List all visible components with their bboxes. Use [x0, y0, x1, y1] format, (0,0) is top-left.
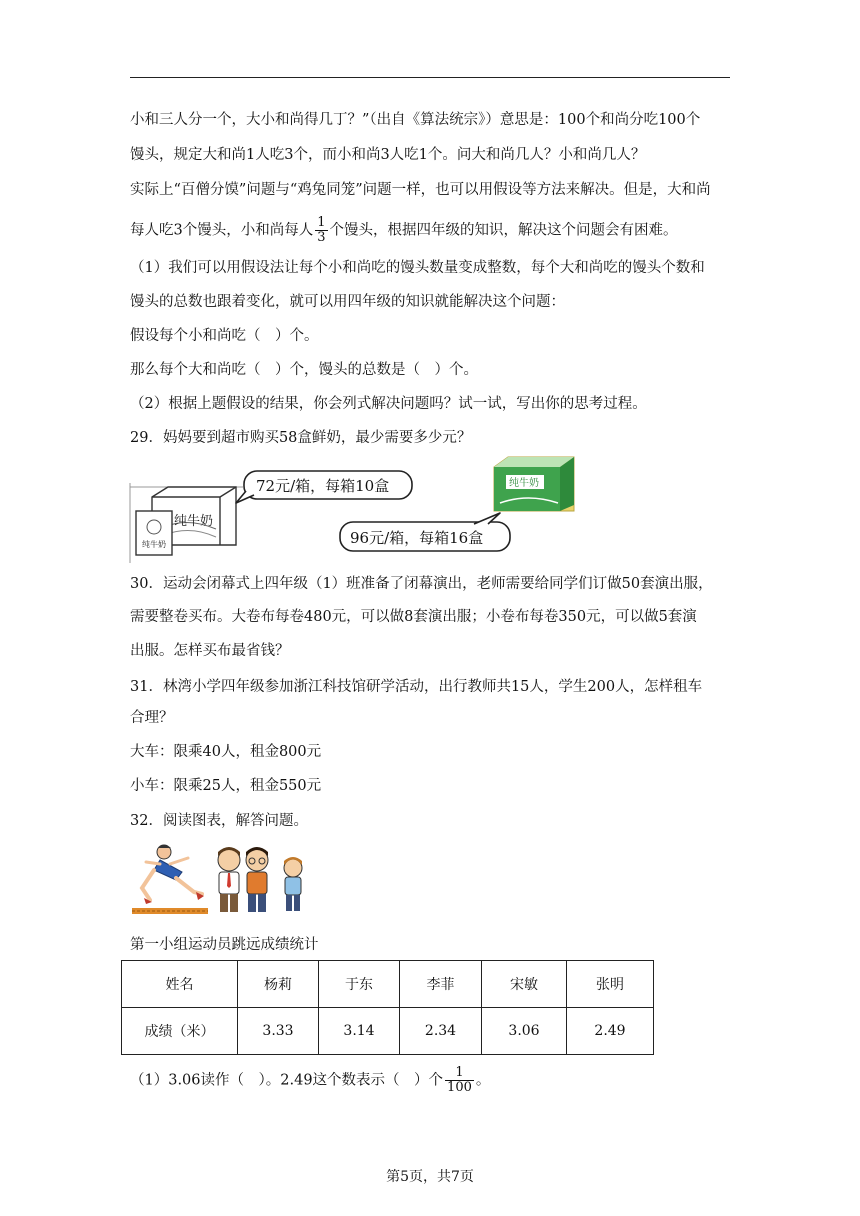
- text-line: 实际上“百僧分馍”问题与“鸡兔同笼”问题一样，也可以用假设等方法来解决。但是，大和尚: [130, 182, 711, 198]
- question-30-line: 30．运动会闭幕式上四年级（1）班准备了闭幕演出，老师需要给同学们订做50套演出服，: [130, 576, 713, 592]
- jumper-icon: [132, 845, 208, 914]
- table-cell-name: 张明: [567, 961, 654, 1008]
- text-line: 那么每个大和尚吃（ ）个，馒头的总数是（ ）个。: [130, 362, 478, 378]
- text-line: 馒头的总数也跟着变化，就可以用四年级的知识就能解决这个问题：: [130, 294, 565, 310]
- table-cell-score: 3.33: [238, 1008, 319, 1055]
- table-cell-name: 宋敏: [482, 961, 567, 1008]
- table-cell-name: 于东: [319, 961, 400, 1008]
- milk-price-illustration: [128, 455, 598, 565]
- table-row: [122, 961, 654, 1008]
- text-line: 馒头，规定大和尚1人吃3个，而小和尚3人吃1个。问大和尚几人？小和尚几人？: [130, 147, 646, 163]
- long-jump-score-table: [121, 960, 654, 1055]
- fraction-numerator: 1: [317, 215, 326, 230]
- milk-box-green-icon: [494, 457, 574, 511]
- text-line: 假设每个小和尚吃（ ）个。: [130, 328, 319, 344]
- header-rule: [130, 77, 730, 78]
- question-31-line: 31．林湾小学四年级参加浙江科技馆研学活动，出行教师共15人，学生200人，怎样租车: [130, 679, 703, 695]
- price-bubble-text: 72元/箱，每箱10盒: [256, 477, 390, 495]
- big-car-info: 大车：限乘40人，租金800元: [130, 744, 322, 760]
- table-cell-name: 杨莉: [238, 961, 319, 1008]
- table-row: [122, 1008, 654, 1055]
- table-header-cell: 姓名: [122, 961, 238, 1008]
- price-bubble-10-box: [236, 471, 412, 503]
- fraction-denominator: 100: [447, 1080, 472, 1095]
- milk-box-label: 纯牛奶: [509, 478, 539, 489]
- fraction-denominator: 3: [317, 230, 326, 245]
- text-line: 小和三人分一个，大小和尚得几丁？”（出自《算法统宗》）意思是：100个和尚分吃100个: [130, 112, 701, 128]
- fraction-one-third: [315, 216, 327, 245]
- boy-with-glasses-icon: [246, 847, 268, 912]
- text-segment: 每人吃3个馒头，小和尚每人: [130, 222, 314, 239]
- table-caption: 第一小组运动员跳远成绩统计: [130, 937, 319, 953]
- table-row-label: 成绩（米）: [122, 1008, 238, 1055]
- question-32-sub1: [130, 1066, 490, 1095]
- text-segment: 个馒头，根据四年级的知识，解决这个问题会有困难。: [329, 222, 678, 239]
- price-bubble-16-box: [340, 513, 510, 551]
- fraction-numerator: 1: [455, 1065, 464, 1080]
- small-boy-icon: [284, 857, 302, 911]
- small-carton-label: 纯牛奶: [142, 540, 166, 549]
- question-29: 29．妈妈要到超市购买58盒鲜奶，最少需要多少元？: [130, 430, 472, 446]
- text-segment: （1）3.06读作（ ）。2.49这个数表示（ ）个: [130, 1072, 444, 1089]
- text-line: （1）我们可以用假设法让每个小和尚吃的馒头数量变成整数，每个大和尚吃的馒头个数和: [130, 260, 705, 276]
- table-cell-name: 李菲: [400, 961, 482, 1008]
- milk-box-sketch-icon: [136, 487, 236, 555]
- milk-box-label: 纯牛奶: [174, 514, 214, 529]
- question-30-line: 出服。怎样买布最省钱？: [130, 643, 290, 659]
- question-32: 32．阅读图表，解答问题。: [130, 813, 308, 829]
- page-footer: 第5页，共7页: [386, 1169, 474, 1185]
- price-bubble-text: 96元/箱，每箱16盒: [350, 529, 484, 547]
- table-cell-score: 3.06: [482, 1008, 567, 1055]
- table-cell-score: 2.49: [567, 1008, 654, 1055]
- table-cell-score: 2.34: [400, 1008, 482, 1055]
- question-30-line: 需要整卷买布。大卷布每卷480元，可以做8套演出服；小卷布每卷350元，可以做5套演: [130, 609, 697, 625]
- fraction-one-hundredth: [445, 1066, 474, 1095]
- long-jump-illustration: [130, 842, 310, 916]
- text-line-with-fraction: [130, 216, 678, 245]
- question-31-line: 合理？: [130, 710, 174, 726]
- small-car-info: 小车：限乘25人，租金550元: [130, 778, 322, 794]
- table-cell-score: 3.14: [319, 1008, 400, 1055]
- boy-spectator-icon: [218, 847, 240, 912]
- text-line: （2）根据上题假设的结果，你会列式解决问题吗？试一试，写出你的思考过程。: [130, 396, 647, 412]
- text-segment: 。: [475, 1072, 491, 1089]
